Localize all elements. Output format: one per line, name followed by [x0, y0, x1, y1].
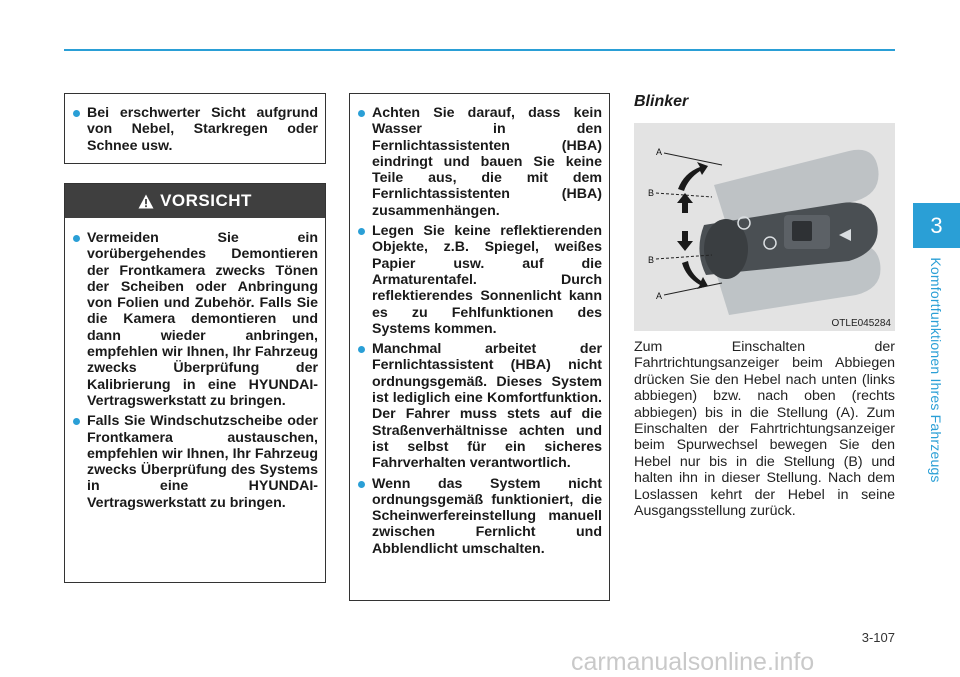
chapter-number-tab: 3	[913, 203, 960, 248]
bullet-item: Manchmal arbeitet der Fernlichtassistent (HBA) nicht ordnungsgemäß. Dieses System ist lediglich eine Komfortfunktion. Der Fahrer muss stets auf die Straßenverhältnisse achten und ist selbst für ein sicheres Fahrverhalten verantwortlich.	[357, 341, 602, 471]
turn-signal-lever-figure	[634, 123, 895, 331]
note-box-visibility	[64, 93, 326, 164]
caution-item: Vermeiden Sie ein vorübergehendes Demontieren der Frontkamera zwecks Tönen der Scheiben oder Anbringung von Folien und Zubehör. Falls Sie die Kamera demontieren und dann wieder anbringen, empfehlen wir Ihnen, Ihr Fahrzeug zwecks Überprüfung der Kalibrierung in eine HYUNDAI-Vertragswerkstatt zu bringen.	[72, 230, 318, 409]
label-a-top: A	[656, 147, 663, 157]
bullet-list	[72, 105, 318, 154]
arrow-down-icon	[677, 231, 693, 251]
figure-code: OTLE045284	[831, 318, 891, 329]
note-box-hba	[349, 93, 610, 601]
bullet-item: Bei erschwerter Sicht aufgrund von Nebel, Starkregen oder Schnee usw.	[72, 105, 318, 154]
lever-illustration	[634, 123, 895, 331]
caution-title: VORSICHT	[160, 191, 252, 210]
caution-box	[64, 183, 326, 583]
label-b-top: B	[648, 188, 655, 198]
bullet-item: Achten Sie darauf, dass kein Wasser in den Fernlichtassistenten (HBA) eindringt und bauen Sie keine Teile aus, die mit dem Fernlichtassistenten (HBA) zusammenhängen.	[357, 105, 602, 219]
watermark: carmanualsonline.info	[571, 648, 815, 676]
caution-bullet-list	[72, 230, 318, 511]
caution-header	[65, 184, 325, 218]
top-rule	[64, 49, 895, 51]
arrow-up-right-icon	[678, 162, 708, 191]
section-body: Zum Einschalten der Fahrtrichtungsanzeiger beim Abbiegen drücken Sie den Hebel nach unten (links abbiegen) bzw. nach oben (rechts abbiegen) bis in die Stellung (A). Zum Einschalten der Fahrtrichtungsanzeiger beim Spurwechsel bewegen Sie den Hebel nur bis in die Stellung (B) und halten ihn in dieser Stellung. Nach dem Loslassen kehrt der Hebel in seine Ausgangsstellung zurück.	[634, 339, 895, 520]
label-b-bottom: B	[648, 255, 655, 265]
bullet-item: Wenn das System nicht ordnungsgemäß funktioniert, die Scheinwerfereinstellung manuell zwischen Fernlicht und Abblendlicht umschalten.	[357, 476, 602, 557]
caution-item: Falls Sie Windschutzscheibe oder Frontkamera austauschen, empfehlen wir Ihnen, Ihr Fahrzeug zwecks Überprüfung des Systems in eine HYUNDAI-Vertragswerkstatt zu bringen.	[72, 413, 318, 511]
arrow-up-icon	[677, 193, 693, 213]
page-number: 3-107	[861, 630, 895, 645]
label-a-bottom: A	[656, 291, 663, 301]
bullet-list	[357, 105, 602, 557]
section-title: Blinker	[634, 93, 689, 110]
bullet-item: Legen Sie keine reflektierenden Objekte, z.B. Spiegel, weißes Papier usw. auf die Armaturentafel. Durch reflektierendes Sonnenlicht kann es zu Fehlfunktionen des Systems kommen.	[357, 223, 602, 337]
warning-icon	[138, 194, 154, 209]
chapter-title: Komfortfunktionen Ihres Fahrzeugs	[928, 257, 944, 483]
